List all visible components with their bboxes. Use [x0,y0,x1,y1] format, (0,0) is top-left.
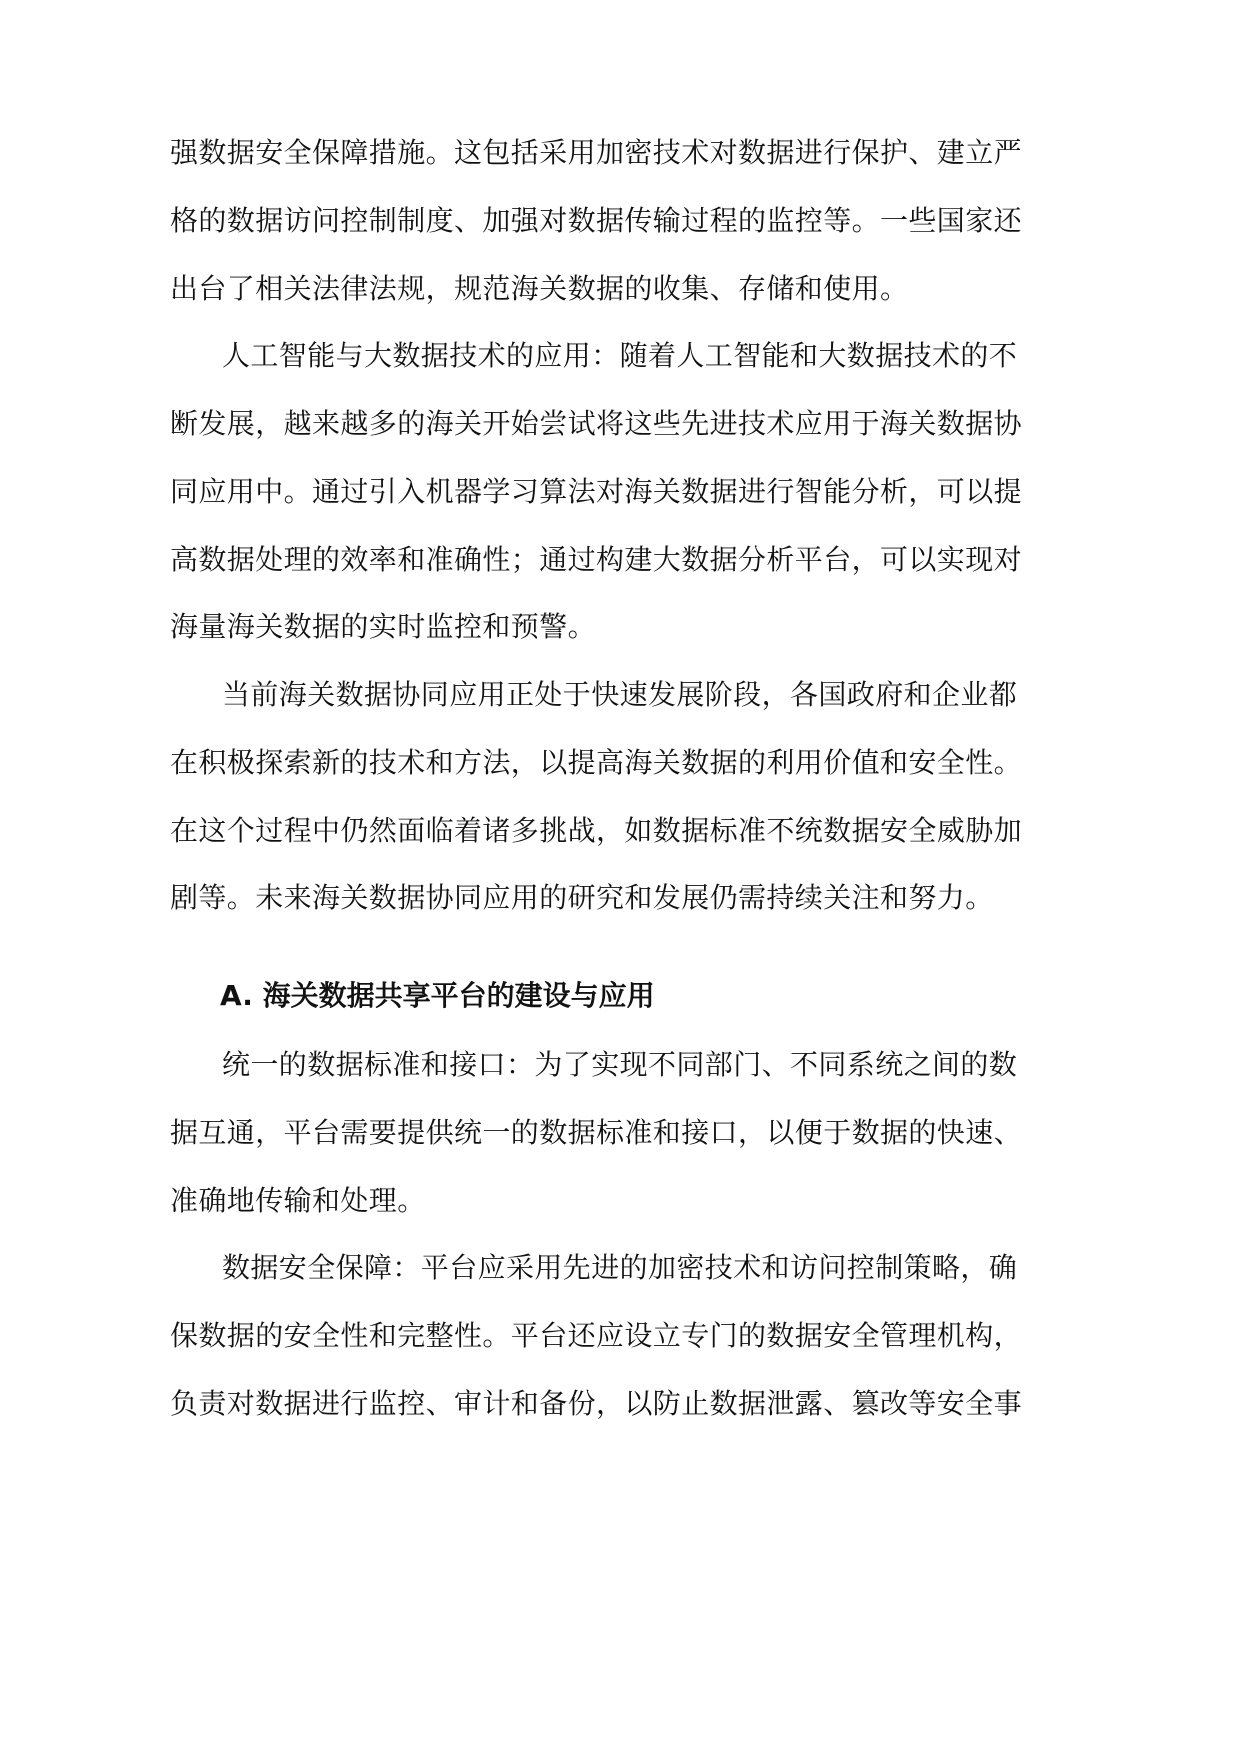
paragraph-line: 保数据的安全性和完整性。平台还应设立专门的数据安全管理机构， [170,1319,1023,1352]
paragraph-line: 格的数据访问控制制度、加强对数据传输过程的监控等。一些国家还 [170,204,1023,237]
paragraph-line: 断发展，越来越多的海关开始尝试将这些先进技术应用于海关数据协 [170,407,1023,440]
paragraph-line: 数据安全保障：平台应采用先进的加密技术和访问控制策略，确 [222,1251,1018,1284]
paragraph-line: 准确地传输和处理。 [170,1184,426,1217]
paragraph-line: 高数据处理的效率和准确性；通过构建大数据分析平台，可以实现对 [170,543,1023,576]
paragraph-line: 海量海关数据的实时监控和预警。 [170,610,597,643]
paragraph-line: 统一的数据标准和接口：为了实现不同部门、不同系统之间的数 [222,1048,1018,1081]
paragraph-line: 据互通，平台需要提供统一的数据标准和接口，以便于数据的快速、 [170,1116,1023,1149]
paragraph-line: 剧等。未来海关数据协同应用的研究和发展仍需持续关注和努力。 [170,881,994,914]
paragraph-line: 人工智能与大数据技术的应用：随着人工智能和大数据技术的不 [222,339,1018,372]
paragraph-line: 强数据安全保障措施。这包括采用加密技术对数据进行保护、建立严 [170,136,1023,169]
paragraph-line: 同应用中。通过引入机器学习算法对海关数据进行智能分析，可以提 [170,475,1023,508]
section-heading: A. 海关数据共享平台的建设与应用 [220,979,655,1012]
paragraph-line: 在这个过程中仍然面临着诸多挑战，如数据标准不统数据安全威胁加 [170,814,1023,847]
paragraph-line: 出台了相关法律法规，规范海关数据的收集、存储和使用。 [170,272,909,305]
paragraph-line: 当前海关数据协同应用正处于快速发展阶段，各国政府和企业都 [222,678,1018,711]
paragraph-line: 在积极探索新的技术和方法，以提高海关数据的利用价值和安全性。 [170,746,1023,779]
paragraph-line: 负责对数据进行监控、审计和备份，以防止数据泄露、篡改等安全事 [170,1387,1023,1420]
